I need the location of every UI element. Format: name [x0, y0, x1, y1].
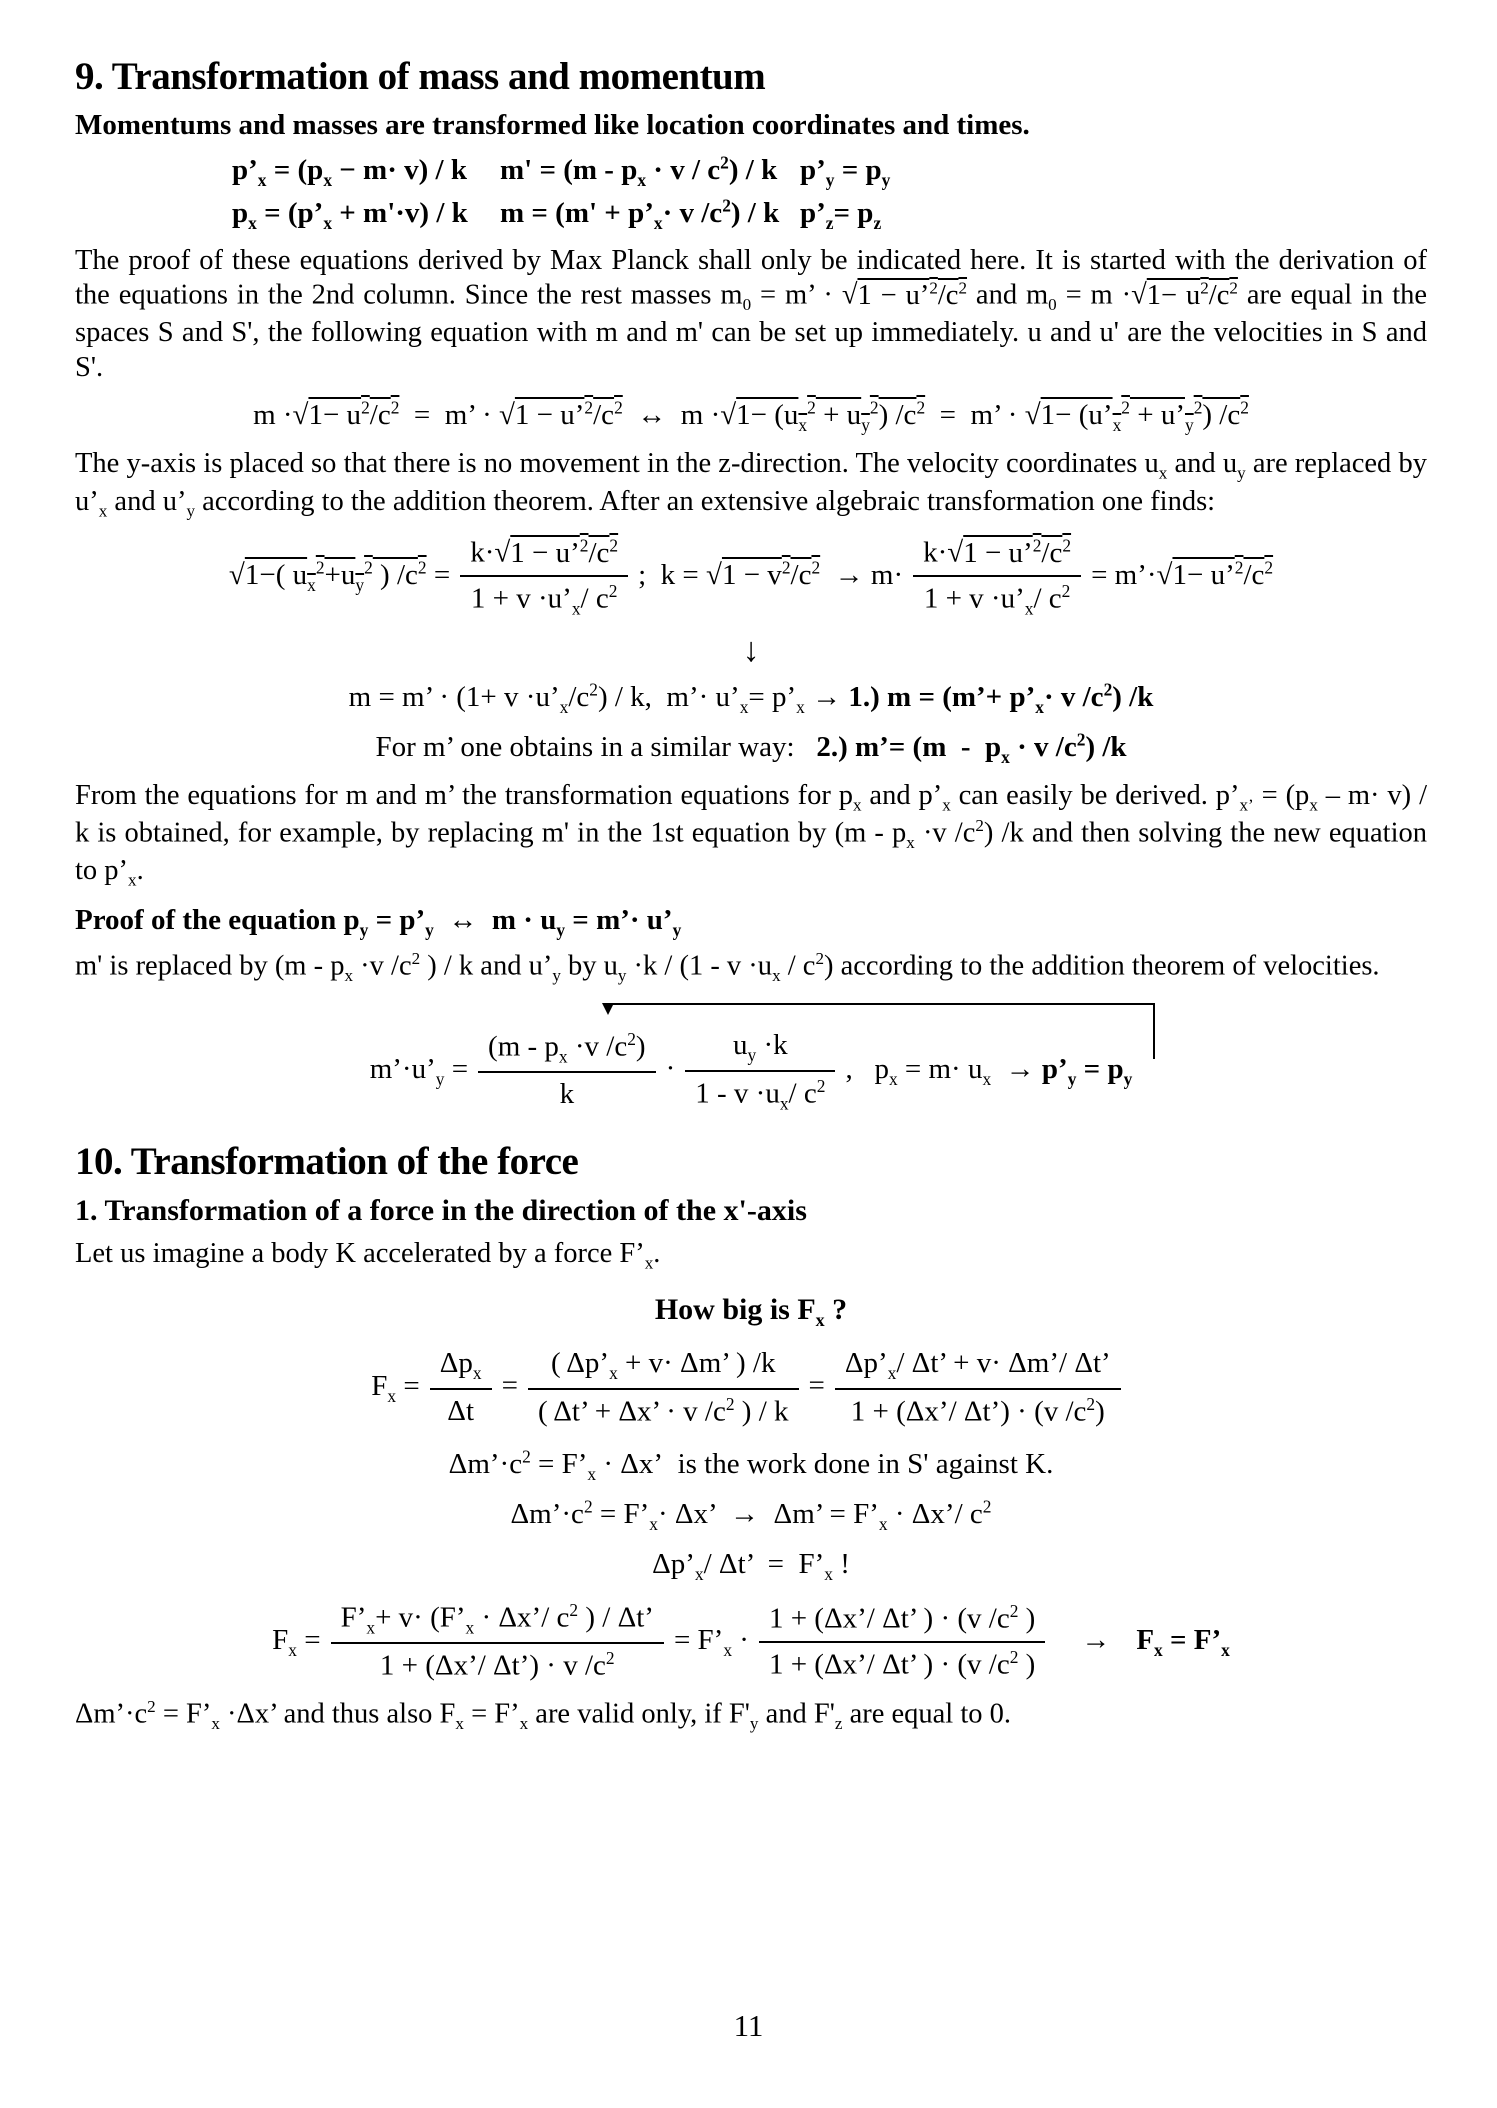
proof-label: Proof of the equation — [75, 903, 337, 936]
equation-py-proof — [75, 999, 1427, 1115]
equation-pz-prime: $p’_z= p_z$ — [800, 196, 882, 233]
equals-sign: = — [501, 1369, 518, 1402]
down-arrow: ↓ — [742, 632, 760, 670]
equation-result-2: 2.) m’= ($m - p_x \cdot v$ $/c^2$) /k — [816, 729, 1127, 767]
paragraph-proof-intro: The proof of these equations derived by Max Planck shall only be indicated here. It is started with the derivation of the equations in the 2nd column. Since the rest masses $m_0 = m$’ · $√1 - u’^2/c^2$ and $m_0 = m \cdot√1- u^2/c^2$ are equal in the spaces S and S', the following equation with m and m' can be set up immediately. u and u' are the velocities in S and S'. — [75, 245, 1428, 383]
equation-px-prime: $p’_x = (p_x - m\cdot v) / k$ — [232, 154, 467, 190]
equation-work-done: $\Delta m’\cdot c^2$ = $F’_x \cdot \Delta x$’ is the work done in S' against K. — [448, 1446, 1054, 1484]
section-9-intro: Momentums and masses are transformed like location coordinates and times. — [75, 109, 1030, 141]
multiplication-dot: · — [665, 1052, 676, 1085]
fraction: $\frac{( \Delta p’_x + v\cdot \Delta m’ ) /k}{( \Delta t’ + \Delta x’ \cdot v /c^2 ) / k}$ — [528, 1345, 799, 1431]
equation-px: $p_x$ = $(p’_x + m'\cdot v) / k$ — [232, 196, 468, 233]
annotated-equation — [370, 999, 1133, 1115]
fraction: $\frac{u_y \cdot k}{1 - v \cdot u_x/ c^2}$ — [685, 1027, 835, 1115]
fraction: $\frac{\Delta p_x}{\Delta t}$ — [430, 1345, 492, 1430]
paragraph-replacement: m' is replaced by ($m - p_x \cdot v$ $/c^2$ ) / k and $u’_y$ by $u_y \cdot k / (1 - v \cdot u_x / c^2)$ according to the addition theorem of velocities. — [75, 949, 1380, 986]
equation-dp-dt: $\Delta p’_x/$ Δt’ = $F’_x$ ! — [652, 1547, 850, 1584]
equation-m-result — [75, 676, 1427, 720]
fraction: $\frac{F’_x+ v\cdot (F’_x \cdot \Delta x’/ c^2 ) / \Delta t’}{1 + (\Delta x’/ \Delta t’) \cdot v /c^2}$ — [331, 1599, 664, 1685]
section-10-title: 10. Transformation of the force — [75, 1139, 579, 1183]
equation-rest-mass-equality: $m \cdot√1- u^2/c^2 = m$’ · $√1 - u’^2/c^2$ ↔ $m \cdot√1- (u_x^2 + u_y^2) /c^2 = m$’ · $√1- (u’_x^2$ + $u’_y^2$) $/c^2$ — [253, 397, 1249, 436]
page-number: 11 — [733, 2008, 764, 2043]
question-how-big: How big is $F_x$ ? — [654, 1293, 848, 1331]
equation-delta-m: $\Delta m’\cdot c^2$ = $F’_x\cdot \Delta x$’ → Δm’ = $F’_x$ · Δx’/ $c^2$ — [510, 1496, 992, 1534]
equation-fx-final — [75, 1599, 1427, 1685]
equation-fx-fractions — [75, 1345, 1427, 1431]
equation-part: m = m’ · $(1+ v \cdot u’_x/c^2) / k$, m’· $u’_x=$ $p’_x$ → — [348, 679, 842, 717]
proof-heading — [75, 904, 1427, 941]
equation-m: $m = (m' + p’_x\cdot v$ $/c^2$) / k — [500, 194, 780, 233]
fraction: $\frac{1 + (\Delta x’/ \Delta t’ ) \cdot (v /c^2 )}{1 + (\Delta x’/ \Delta t’ ) \cdot (v /c^2 )}$ — [759, 1600, 1045, 1685]
equation-lhs: $F_x$ = — [272, 1623, 321, 1660]
equation-lhs: $m’\cdot u’_y$ = — [369, 1052, 469, 1089]
equation-mid: ; $k = √1 - v^2/c^2 \to m\cdot$ — [638, 557, 904, 591]
equation-sqrt-fractions — [75, 534, 1427, 620]
equals-sign: = — [808, 1369, 825, 1402]
equation-result: $F_x$ = $F’_x$ — [1136, 1623, 1230, 1660]
equation-lhs: $F_x$ = — [371, 1369, 420, 1406]
equation-m-prime: $m' = (m - p_x \cdot v / c^2) / k$ — [500, 152, 778, 190]
equation-py-prime: $p’_y = p_y$ — [800, 154, 891, 190]
section-10-subheading: 1. Transformation of a force in the direction of the x'-axis — [75, 1193, 807, 1227]
fraction: $\frac{k\cdot√1 - u’^2/c^2}{1 + v \cdot u’_x/ c^2}$ — [913, 534, 1081, 620]
equation-part: For m’ one obtains in a similar way: — [375, 730, 810, 763]
equation-result-1: 1.) m = (m’+ $p’_x\cdot v$ $/c^2$) /k — [848, 679, 1154, 717]
equation-mid: = $F’_x$ · — [673, 1623, 749, 1660]
right-arrow: → — [1081, 1623, 1111, 1656]
fraction: $\frac{k\cdot√1 - u’^2/c^2}{1 + v \cdot u’_x/ c^2}$ — [460, 534, 628, 620]
paragraph-body-k: Let us imagine a body K accelerated by a force $F’_x$. — [75, 1237, 661, 1273]
fraction: $\frac{\Delta p’_x/ \Delta t’ + v\cdot \Delta m’/ \Delta t’}{1 + (\Delta x’/ \Delta t’) \cdot (v /c^2)}$ — [835, 1345, 1121, 1431]
paragraph-derivation: From the equations for m and m’ the transformation equations for $p_x$ and $p’_x$ can easily be derived. $p’_{x’} = (p_x - m\cdot v) / k$ is obtained, for example, by replacing m' in the 1st equation by ($m - p_x \cdot v$ $/c^2$) /k and then solving the new equation to $p’_x$. — [75, 779, 1427, 890]
equation-result: $p’_y = p_y$ — [1041, 1052, 1133, 1089]
fraction: $\frac{(m - p_x \cdot v /c^2)}{k}$ — [478, 1028, 656, 1114]
section-9-title: 9. Transformation of mass and momentum — [75, 55, 766, 98]
equation-m-prime-result — [75, 726, 1427, 770]
substitution-arrow — [608, 1003, 1155, 1059]
momentum-mass-equation-table — [232, 150, 1427, 235]
equation-mid: , $p_x = m\cdot u_x$ → — [845, 1052, 1042, 1089]
proof-equation: $p_y$ = $p’_y$ ↔ $m \cdot u_y$ = m’· $u’_y$ — [343, 903, 682, 940]
equation-rhs: = m’·√1− $u’^2/c^2$ — [1091, 557, 1274, 591]
paragraph-validity: $\Delta m’\cdot c^2$ = $F’_x \cdot\Delta x$’ and thus also $F_x$ = $F’_x$ are valid only, if $F'_y$ and $F'_z$ are equal to 0. — [75, 1697, 1012, 1734]
paragraph-y-axis: The y-axis is placed so that there is no movement in the z-direction. The velocity coordinates $u_x$ and $u_y$ are replaced by $u’_x$ and $u’_y$ according to the addition theorem. After an extensive algebraic transformation one finds: — [75, 448, 1427, 521]
equation-lhs: √1−( $u_x^2+u_y^2$ ) $/c^2$ = — [228, 557, 451, 595]
